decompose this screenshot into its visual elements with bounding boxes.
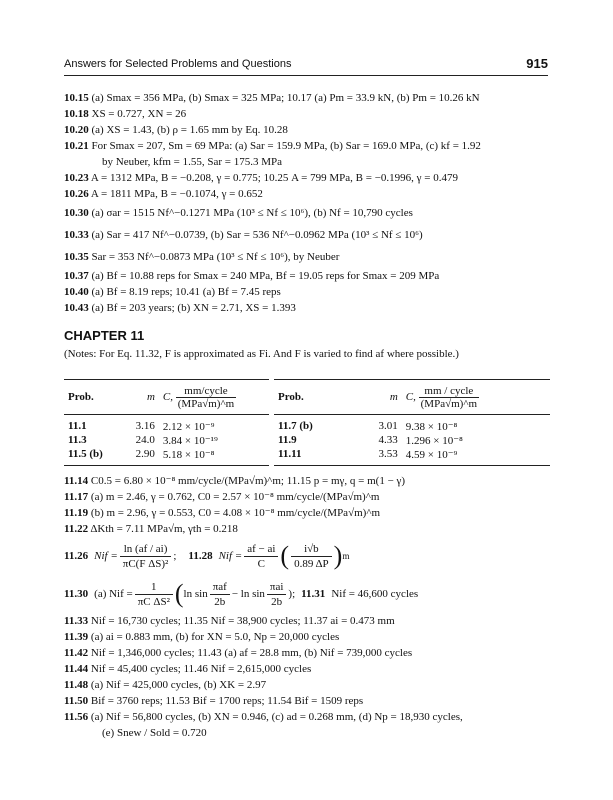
table-row: 11.11 3.53 4.59 × 10⁻⁹ (274, 447, 550, 466)
answer-line: 10.26 A = 1811 MPa, B = −0.1074, γ = 0.652 (64, 188, 263, 200)
col-c: C, mm/cycle (MPa√m)^m (159, 380, 269, 415)
answer-line: 11.33 Nif = 16,730 cycles; 11.35 Nif = 38,900 cycles; 11.37 ai = 0.473 mm (64, 615, 395, 627)
col-prob: Prob. (274, 380, 352, 415)
answer-line-continuation: by Neuber, kfm = 1.55, Sar = 175.3 MPa (102, 156, 283, 168)
answer-line-continuation: (e) Snew / Sold = 0.720 (102, 727, 207, 739)
formula-11-30: 11.30 (a) Nif = $\frac{1}{\text{πC ΔS²}}$ ( ln sin $\frac{\text{πaf}}{2b}$ − ln sin $\frac{\text{πai}}{2b}$ ); 11.31 Nif = 46,600 cycles (64, 579, 419, 608)
answer-line: 11.56 (a) Nif = 56,800 cycles, (b) XN = 0.946, (c) ad = 0.268 mm, (d) Np = 18,930 cycles, (64, 711, 463, 723)
answer-line: 10.30 (a) σar = 1515 Nf^−0.1271 MPa (10³ ≤ Nf ≤ 10⁶), (b) Nf = 10,790 cycles (64, 207, 413, 219)
answer-line: 10.43 (a) Bf = 203 years; (b) XN = 2.71, XS = 1.393 (64, 302, 296, 314)
answer-line: 10.23 A = 1312 MPa, B = −0.208, γ = 0.775; 10.25 A = 799 MPa, B = −0.1996, γ = 0.479 (64, 172, 458, 184)
table-row: 11.1 3.16 2.12 × 10⁻⁹ (68, 420, 215, 433)
chapter-notes: (Notes: For Eq. 11.32, F is approximated as Fi. And F is varied to find af where possible.) (64, 348, 459, 360)
answer-line: 11.39 (a) ai = 0.883 mm, (b) for XN = 5.0, Np = 20,000 cycles (64, 631, 340, 643)
page-number: 915 (526, 56, 548, 71)
answer-line: 11.22 ΔKth = 7.11 MPa√m, γth = 0.218 (64, 523, 238, 535)
page-header (64, 56, 548, 74)
answer-line: 11.19 (b) m = 2.96, γ = 0.553, C0 = 4.08 × 10⁻⁸ mm/cycle/(MPa√m)^m (64, 507, 381, 519)
formula-11-26: 11.26 Nif = $\frac{\ln (af / ai)}{\text{πC(F ΔS)²}}$ ; 11.28 Nif = $\frac{af - ai}{C}$ ( $\frac{i√b}{0.89 \Delta P}$ ) m (64, 541, 350, 570)
crack-growth-table-left (64, 379, 269, 466)
table-row: 11.9 4.33 1.296 × 10⁻⁸ (278, 434, 463, 447)
running-title: Answers for Selected Problems and Questions (64, 58, 292, 70)
answer-line: 11.44 Nif = 45,400 cycles; 11.46 Nif = 2,615,000 cycles (64, 663, 312, 675)
chapter-11-answers (64, 473, 564, 741)
answer-line: 10.40 (a) Bf = 8.19 reps; 10.41 (a) Bf = 7.45 reps (64, 286, 281, 298)
table-row: 11.3 24.0 3.84 × 10⁻¹⁹ (68, 434, 218, 447)
col-m: m (352, 380, 402, 415)
table-row: 11.7 (b) 3.01 9.38 × 10⁻⁸ (278, 420, 458, 433)
crack-growth-table-right (274, 379, 550, 466)
answer-line: 10.20 (a) XS = 1.43, (b) ρ = 1.65 mm by Eq. 10.28 (64, 124, 288, 136)
chapter-10-answers (64, 90, 564, 316)
answer-line: 11.42 Nif = 1,346,000 cycles; 11.43 (a) af = 28.8 mm, (b) Nif = 739,000 cycles (64, 647, 413, 659)
answer-line: 11.50 Bif = 3760 reps; 11.53 Bif = 1700 reps; 11.54 Bif = 1509 reps (64, 695, 364, 707)
header-rule (64, 75, 548, 76)
answer-line: 10.35 Sar = 353 Nf^−0.0873 MPa (10³ ≤ Nf ≤ 10⁶), by Neuber (64, 251, 340, 263)
answer-line: 10.18 XS = 0.727, XN = 26 (64, 108, 187, 120)
table-row: 11.5 (b) 2.90 5.18 × 10⁻⁸ (64, 447, 269, 466)
answer-line: 10.37 (a) Bf = 10.88 reps for Smax = 240 MPa, Bf = 19.05 reps for Smax = 209 MPa (64, 270, 440, 282)
chapter-heading: CHAPTER 11 (64, 328, 145, 343)
col-c: C, mm / cycle (MPa√m)^m (402, 380, 550, 415)
answer-line: 11.48 (a) Nif = 425,000 cycles, (b) XK = 2.97 (64, 679, 267, 691)
col-prob: Prob. (64, 380, 122, 415)
answer-line: 11.17 (a) m = 2.46, γ = 0.762, C0 = 2.57 × 10⁻⁸ mm/cycle/(MPa√m)^m (64, 491, 380, 503)
col-m: m (122, 380, 159, 415)
answer-line: 10.33 (a) Sar = 417 Nf^−0.0739, (b) Sar = 536 Nf^−0.0962 MPa (10³ ≤ Nf ≤ 10⁶) (64, 229, 423, 241)
answer-line: 10.15 (a) Smax = 356 MPa, (b) Smax = 325 MPa; 10.17 (a) Pm = 33.9 kN, (b) Pm = 10.26 kN (64, 92, 480, 104)
answer-line: 11.14 C0.5 = 6.80 × 10⁻⁸ mm/cycle/(MPa√m)^m; 11.15 p = mγ, q = m(1 − γ) (64, 475, 406, 487)
answer-line: 10.21 For Smax = 207, Sm = 69 MPa: (a) Sar = 159.9 MPa, (b) Sar = 169.0 MPa, (c) kf = 1.92 (64, 140, 481, 152)
